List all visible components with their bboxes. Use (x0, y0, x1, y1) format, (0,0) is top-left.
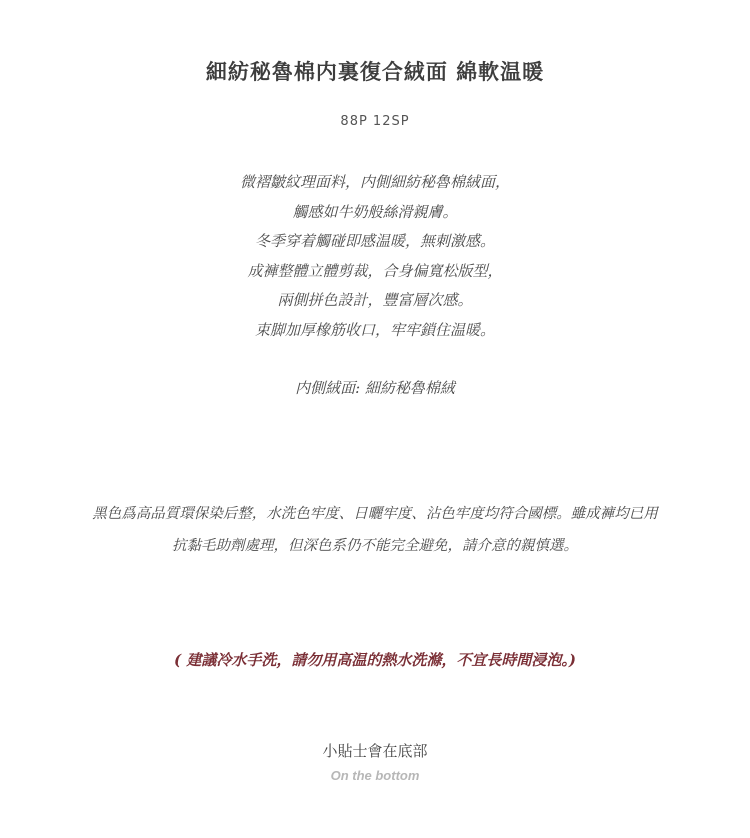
description-line: 束脚加厚橡筋收口，牢牢鎖住温暖。 (254, 320, 495, 339)
description-line: 冬季穿着觸碰即感温暖，無刺激感。 (254, 232, 495, 250)
description-line: 觸感如牛奶般絲滑親膚。 (292, 202, 458, 221)
description-line: 成褲整體立體剪裁，合身偏寬松版型， (247, 261, 503, 280)
product-description (0, 168, 750, 345)
lining-info: 内側絨面: 細紡秘魯棉絨 (295, 379, 455, 397)
description-line: 微褶皺紋理面料，内側細紡秘魯棉絨面， (239, 173, 510, 191)
wash-instruction: ( 建議冷水手洗，請勿用高温的熱水洗滌，不宜長時間浸泡。) (174, 651, 576, 669)
tip-title: 小貼士會在底部 (322, 742, 428, 760)
product-code: 88P 12SP (340, 114, 410, 129)
product-title: 細紡秘魯棉内裏復合絨面 綿軟温暖 (205, 59, 545, 84)
color-fastness-notice (0, 498, 750, 562)
notice-line: 黑色爲高品質環保染后整，水洗色牢度、日曬牢度、沾色牢度均符合國標。雖成褲均已用 (92, 506, 658, 522)
tip-subtitle: On the bottom (330, 768, 420, 783)
notice-line: 抗黏毛助劑處理，但深色系仍不能完全避免，請介意的親慎選。 (172, 538, 578, 554)
description-line: 兩側拼色設計，豐富層次感。 (277, 291, 473, 309)
